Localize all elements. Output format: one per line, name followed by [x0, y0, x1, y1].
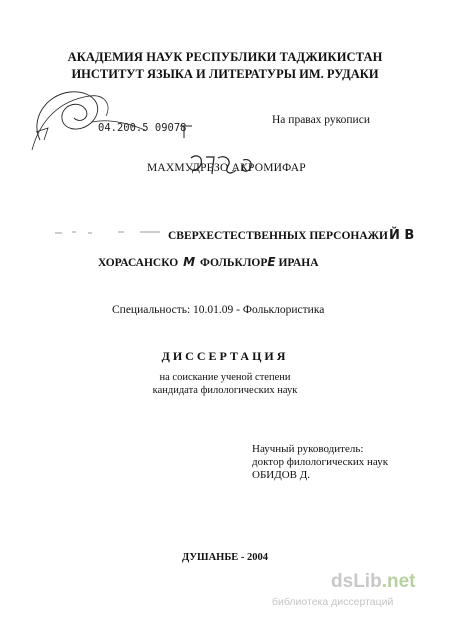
- title-line-2-part-a: ХОРАСАНСКО: [98, 257, 179, 269]
- title-line-2-handwritten-2: Е: [267, 255, 276, 269]
- city-year: ДУШАНБЕ - 2004: [181, 552, 269, 563]
- watermark-logo-c: .net: [381, 571, 416, 592]
- watermark-logo-b: Lib: [353, 571, 382, 592]
- specialty-line: Специальность: 10.01.09 - Фольклористика: [112, 304, 325, 316]
- title-line-1: [168, 228, 414, 243]
- document-type: ДИССЕРТАЦИЯ: [161, 349, 289, 363]
- supervisor-name: ОБИДОВ Д.: [252, 469, 310, 481]
- title-line-2-handwritten: М: [183, 255, 196, 269]
- degree-line-1: на соискание ученой степени: [159, 372, 291, 383]
- academy-name: АКАДЕМИЯ НАУК РЕСПУБЛИКИ ТАДЖИКИСТАН: [67, 50, 383, 64]
- watermark-subtitle: библиотека диссертаций: [272, 596, 394, 608]
- author-name: МАХМУДРЕЗО АКРОМИФАР: [147, 162, 306, 174]
- watermark-logo-a: ds: [331, 571, 354, 592]
- title-line-2-part-c: ИРАНА: [278, 257, 319, 269]
- supervisor-label: Научный руководитель:: [252, 443, 364, 455]
- title-line-2-part-b: ФОЛЬКЛОР: [199, 257, 268, 269]
- degree-line-2: кандидата филологических наук: [152, 385, 298, 396]
- title-line-2: [98, 255, 319, 269]
- registry-code: 04.200.5 09078: [98, 122, 187, 134]
- supervisor-title: доктор филологических наук: [252, 456, 389, 468]
- watermark-logo: [331, 571, 415, 593]
- institute-name: ИНСТИТУТ ЯЗЫКА И ЛИТЕРАТУРЫ ИМ. РУДАКИ: [71, 67, 379, 81]
- title-line-1-handwritten: Й В: [388, 228, 415, 243]
- title-line-1-text: СВЕРХЕСТЕСТВЕННЫХ ПЕРСОНАЖИ: [168, 230, 388, 242]
- rights-note: На правах рукописи: [272, 114, 370, 126]
